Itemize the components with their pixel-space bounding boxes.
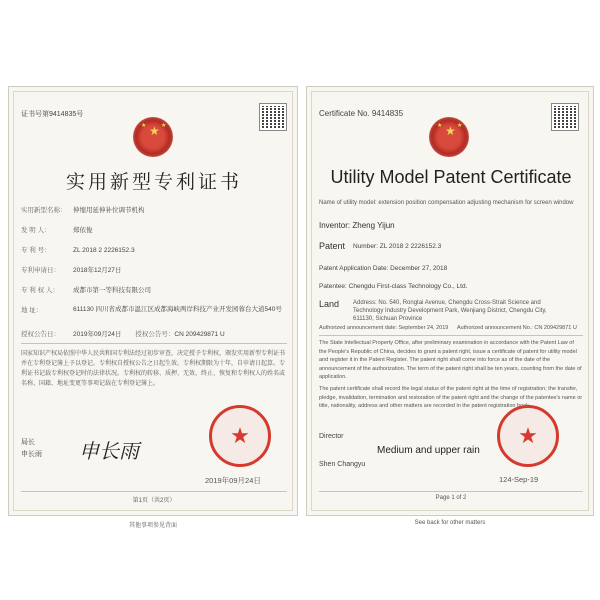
certificate-number: Certificate No. 9414835 xyxy=(319,109,404,118)
certificate-title: Utility Model Patent Certificate xyxy=(330,167,572,187)
grant-paragraph: The State Intellectual Property Office, after preliminary examination in accordance with the Patent Law of the People's Republic of China, decides to grant a patent right, issue a certificate of patent for utility model and register it in the Patent Register. The patent right shall come into force as of the date of the announcement of the authorization. The term of the patent right shall be ten years, counting from the date of application. xyxy=(319,340,582,380)
page-indicator: 第1页（共2页） xyxy=(132,498,176,504)
land-label: Land xyxy=(319,299,340,309)
footnote: See back for other matters xyxy=(414,520,486,526)
certificate-title: 实用新型专利证书 xyxy=(65,171,242,193)
official-seal xyxy=(497,405,559,467)
official-seal xyxy=(209,405,271,467)
patent-number: Number: ZL 2018 2 2226152.3 xyxy=(353,243,442,250)
patentee: Patentee: Chengdu First-class Technology Co., Ltd. xyxy=(319,283,468,290)
divider xyxy=(21,343,287,344)
authorization-date: Authorized announcement date: September 24, 2019 xyxy=(319,325,449,331)
seal-date: 2019年09月24日 xyxy=(205,476,261,485)
director-title: Director xyxy=(319,433,344,440)
field-row: 地 址： 611130 四川省成都市温江区成都海峡两岸科技产业开发园蓉台大道540号 xyxy=(21,306,282,314)
utility-model-name: Name of utility model: extension position compensation adjusting mechanism for screen window xyxy=(319,200,574,206)
field-row: 授权公告日： 2019年09月24日 授权公告号：CN 209429871 U xyxy=(21,331,225,338)
field-row: 实用新型名称： 伸缩用延伸补位调节机构 xyxy=(21,207,145,214)
certificate-number: 证书号第9414835号 xyxy=(21,111,84,118)
inventor-line: Inventor: Zheng Yijun xyxy=(319,221,395,230)
qr-code-icon xyxy=(259,103,287,131)
qr-code-icon xyxy=(551,103,579,131)
divider xyxy=(21,491,287,492)
seal-star-icon: ★ xyxy=(518,423,538,448)
english-certificate xyxy=(306,86,594,516)
director-signature: Medium and upper rain xyxy=(377,445,480,456)
field-row: 发 明 人： 郑依俊 xyxy=(21,227,93,234)
national-emblem-icon: ★ ★ ★ xyxy=(429,117,469,157)
application-date: Patent Application Date: December 27, 2018 xyxy=(319,265,448,272)
field-row: 专利申请日： 2018年12月27日 xyxy=(21,267,122,274)
divider xyxy=(319,491,583,492)
address: Address: No. 540, Rongtai Avenue, Chengdu Cross-Strait Science and Technology Industry Development Park, Wenjiang District, Chengdu City, 611130, Sichuan Province xyxy=(353,300,547,322)
page-indicator: Page 1 of 2 xyxy=(435,495,467,501)
patent-label: Patent xyxy=(319,241,346,251)
national-emblem-icon: ★ ★ ★ xyxy=(133,117,173,157)
field-row: 专 利 号： ZL 2018 2 2226152.3 xyxy=(21,247,135,254)
divider xyxy=(319,335,583,336)
authorization-number: Authorized announcement No.: CN 209429871 U xyxy=(457,325,577,331)
director-name: Shen Changyu xyxy=(319,461,366,468)
seal-star-icon: ★ xyxy=(230,423,250,448)
registration-paragraph: The patent certificate shall record the legal status of the patent right at the time of registration; the transfer, pledge, invalidation, termination and restoration of the patent right and the change of the patentee's name or title, nationality, address and other matters are recorded in the patent registration book. xyxy=(319,386,583,409)
seal-date: 124-Sep-19 xyxy=(499,475,539,484)
director-title: 局长 xyxy=(21,439,35,446)
grant-paragraph: 国家知识产权局依照中华人民共和国专利法经过初步审查，决定授予专利权，颁发实用新型专利证书并在专利登记簿上予以登记。专利权自授权公告之日起生效。专利权期限为十年，自申请日起算。专利证书记载专利权登记时的法律状况。专利权的转移、质押、无效、终止、恢复和专利权人的姓名或名称、国籍、地址变更等事项记载在专利登记簿上。 xyxy=(21,351,286,387)
chinese-certificate xyxy=(8,86,298,516)
director-name: 申长雨 xyxy=(21,451,42,458)
field-row: 专 利 权 人： 成都市第一等科技有限公司 xyxy=(21,287,151,294)
director-signature: 申长雨 xyxy=(79,439,139,463)
footnote: 其他事项参见背面 xyxy=(128,523,177,529)
patent-fields xyxy=(21,205,287,341)
